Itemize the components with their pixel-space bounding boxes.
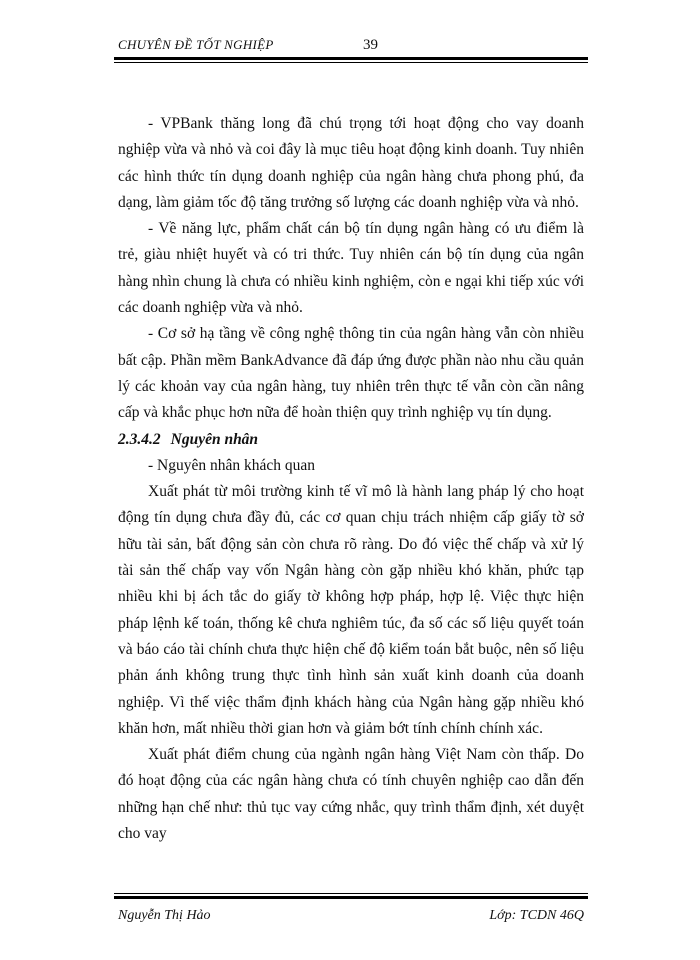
footer-class: Lớp: TCDN 46Q — [489, 908, 584, 923]
paragraph-macro-environment: Xuất phát từ môi trường kinh tế vĩ mô là hành lang pháp lý cho hoạt động tín dụng chưa đầy đủ, các cơ quan chịu trách nhiệm cấp giấy tờ sở hữu tài sản, bất động sản còn chưa rõ ràng. Do đó việc thế chấp và xử lý tài sản thế chấp vay vốn Ngân hàng còn gặp nhiều khó khăn, phức tạp nhiều khi bị ách tắc do giấy tờ không hợp pháp, hợp lệ. Việc thực hiện pháp lệnh kế toán, thống kê chưa nghiêm túc, đa số các số liệu quyết toán và báo cáo tài chính chưa thực hiện chế độ kiểm toán bắt buộc, nên số liệu phản ánh không trung thực tình hình sản xuất kinh doanh của doanh nghiệp. Vì thế việc thẩm định khách hàng của Ngân hàng gặp nhiều khó khăn hơn, mất nhiều thời gian hơn và giảm bớt tính chính chính xác. — [118, 483, 584, 737]
paragraph-it-infrastructure: - Cơ sở hạ tầng về công nghệ thông tin của ngân hàng vẫn còn nhiều bất cập. Phần mềm BankAdvance đã đáp ứng được phần nào nhu cầu quản lý các khoản vay của ngân hàng, tuy nhiên trên thực tế vẫn còn cần nâng cấp và khắc phục hơn nữa để hoàn thiện quy trình nghiệp vụ tín dụng. — [118, 325, 584, 422]
paragraph-objective-causes: - Nguyên nhân khách quan — [148, 456, 316, 474]
section-title: Nguyên nhân — [170, 430, 259, 448]
document-body — [118, 111, 584, 847]
section-number: 2.3.4.2 — [118, 430, 161, 448]
footer-author: Nguyễn Thị Hảo — [118, 908, 211, 923]
paragraph-staff-capacity: - Về năng lực, phẩm chất cán bộ tín dụng ngân hàng có ưu điểm là trẻ, giàu nhiệt huyết và có tri thức. Tuy nhiên cán bộ tín dụng của ngân hàng nhìn chung là chưa có nhiều kinh nghiệm, còn e ngại khi tiếp xúc với các doanh nghiệp vừa và nhỏ. — [118, 220, 584, 317]
header-rule-thin — [114, 62, 588, 63]
paragraph-starting-point: Xuất phát điểm chung của ngành ngân hàng Việt Nam còn thấp. Do đó hoạt động của các ngân hàng chưa có tính chuyên nghiệp cao dẫn đến những hạn chế như: thủ tục vay cứng nhắc, quy trình thẩm định, xét duyệt cho vay — [118, 746, 584, 843]
paragraph-vpbank-focus: - VPBank thăng long đã chú trọng tới hoạt động cho vay doanh nghiệp vừa và nhỏ và coi đây là mục tiêu hoạt động kinh doanh. Tuy nhiên các hình thức tín dụng doanh nghiệp của ngân hàng chưa phong phú, đa dạng, làm giảm tốc độ tăng trưởng số lượng các doanh nghiệp vừa và nhỏ. — [118, 115, 584, 211]
header-title: CHUYÊN ĐỀ TỐT NGHIỆP — [118, 37, 274, 52]
header-rule-thick — [114, 57, 588, 60]
page-number: 39 — [363, 37, 378, 53]
section-heading — [118, 427, 584, 453]
footer-rule-thick — [114, 896, 588, 899]
footer-rule-thin — [114, 893, 588, 894]
